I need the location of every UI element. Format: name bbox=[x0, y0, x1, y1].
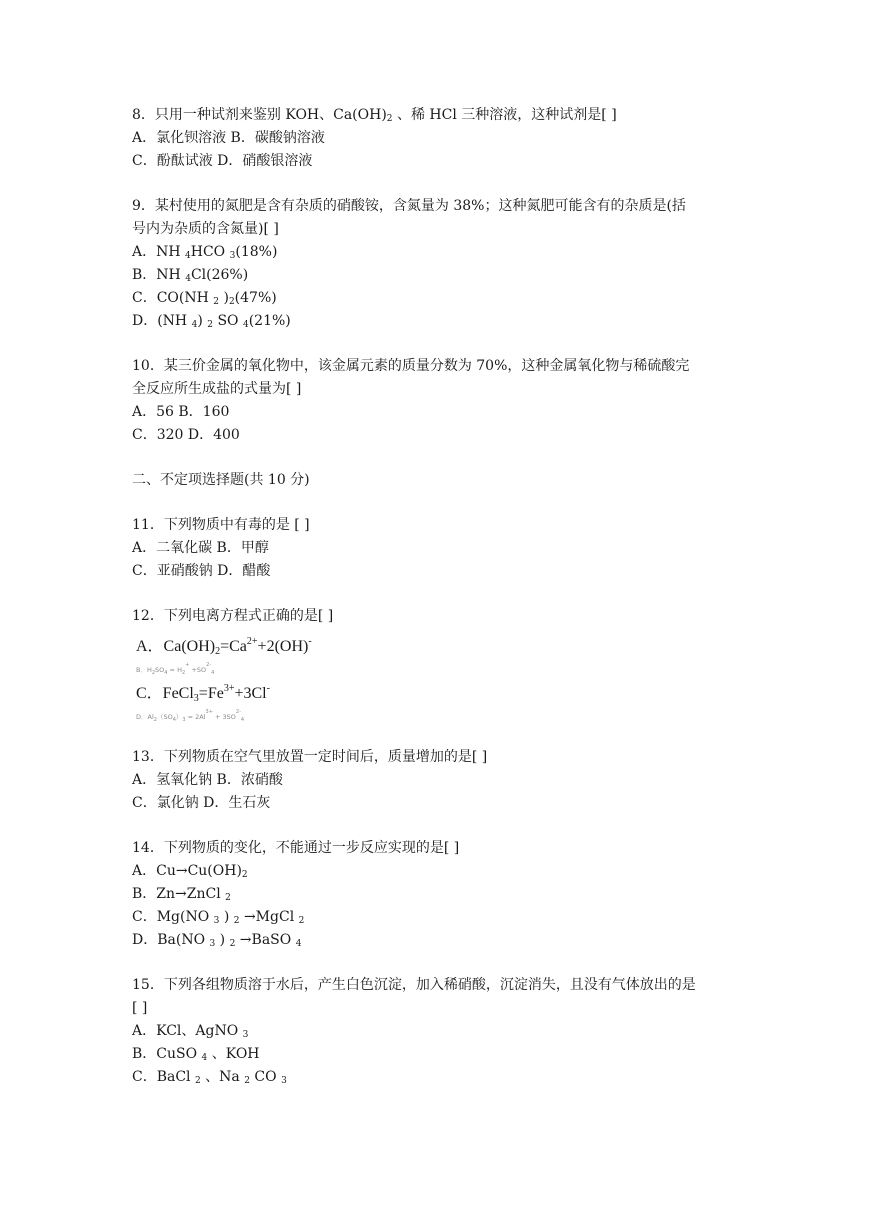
q12-option-d: D．$Al_2(SO_4)_3 = 2Al^{3+} + 3SO^{2-}_4$ bbox=[136, 709, 245, 723]
q15-stem-line1: 15．下列各组物质溶于水后，产生白色沉淀，加入稀硝酸，沉淀消失，且没有气体放出的是 bbox=[132, 977, 696, 993]
q10-options-cd: C．320 D．400 bbox=[132, 427, 240, 443]
q13-stem: 13．下列物质在空气里放置一定时间后，质量增加的是[ ] bbox=[132, 749, 488, 765]
section-title: 二、不定项选择题(共 10 分) bbox=[132, 472, 310, 488]
q10-options-ab: A．56 B．160 bbox=[132, 404, 230, 420]
q11-options-ab: A．二氧化碳 B．甲醇 bbox=[132, 540, 269, 556]
q14-option-b: B．Zn→ZnCl $_2$ bbox=[132, 886, 231, 903]
q15-option-b: B．CuSO $_4$ 、KOH bbox=[132, 1046, 260, 1063]
q9-stem-line1: 9．某村使用的氮肥是含有杂质的硝酸铵，含氮量为 38%；这种氮肥可能含有的杂质是(括 bbox=[132, 198, 686, 214]
q14-option-d: D．Ba(NO $_3$ ) $_2$ →BaSO $_4$ bbox=[132, 932, 302, 949]
q8-stem-text-end: 、稀 HCl 三种溶液，这种试剂是[ ] bbox=[392, 107, 617, 123]
q8-stem-sub: 2 bbox=[386, 114, 393, 124]
q13-options-cd: C．氯化钠 D．生石灰 bbox=[132, 795, 271, 811]
q12-option-c: C．$FeCl_3=Fe^{3+}+3Cl^-$ bbox=[136, 683, 270, 704]
exam-page bbox=[132, 104, 752, 1089]
q14-option-c: C．Mg(NO $_3$ ) $_2$ →MgCl $_2$ bbox=[132, 909, 305, 926]
q15-stem-line2: [ ] bbox=[132, 1000, 148, 1016]
q15-option-c: C．BaCl $_2$ 、Na $_2$ CO $_3$ bbox=[132, 1069, 287, 1086]
q12-option-a: A．$Ca(OH)_2=Ca^{2+}+2(OH)^-$ bbox=[136, 636, 312, 657]
q9-option-c: C．CO(NH $_2$ )$_2(47\%)$ bbox=[132, 290, 277, 307]
q9-option-d: D．(NH $_4$) $_2$ SO $_4$(21%) bbox=[132, 313, 291, 330]
q9-option-b: B．NH $_4$Cl(26%) bbox=[132, 267, 249, 284]
q14-stem: 14．下列物质的变化，不能通过一步反应实现的是[ ] bbox=[132, 840, 460, 856]
q15-option-a: A．KCl、AgNO $_3$ bbox=[132, 1023, 249, 1040]
q12-equation-image bbox=[136, 634, 752, 728]
q11-options-cd: C．亚硝酸钠 D．醋酸 bbox=[132, 563, 271, 579]
q12-stem: 12．下列电离方程式正确的是[ ] bbox=[132, 608, 334, 624]
q8-stem-text: 8．只用一种试剂来鉴别 KOH、Ca(OH) bbox=[132, 107, 387, 123]
q8-options-cd: C．酚酞试液 D．硝酸银溶液 bbox=[132, 153, 313, 169]
q11-stem: 11．下列物质中有毒的是 [ ] bbox=[132, 517, 310, 533]
q9-option-a: A．NH $_4$HCO $_3$(18%) bbox=[132, 244, 278, 261]
q12-option-b: B．$H_2SO_4 = H_2^+ +SO^{2-}_4$ bbox=[136, 662, 215, 676]
q8-stem bbox=[132, 104, 752, 127]
q10-stem-line2: 全反应所生成盐的式量为[ ] bbox=[132, 381, 302, 397]
q14-option-a: A．$Cu\to Cu(OH)_2$ bbox=[132, 863, 248, 880]
q13-options-ab: A．氢氧化钠 B．浓硝酸 bbox=[132, 772, 283, 788]
q9-stem-line2: 号内为杂质的含氮量)[ ] bbox=[132, 221, 279, 237]
q8-options-ab: A．氯化钡溶液 B．碳酸钠溶液 bbox=[132, 130, 325, 146]
q10-stem-line1: 10．某三价金属的氧化物中，该金属元素的质量分数为 70%，这种金属氧化物与稀硫酸完 bbox=[132, 358, 690, 374]
